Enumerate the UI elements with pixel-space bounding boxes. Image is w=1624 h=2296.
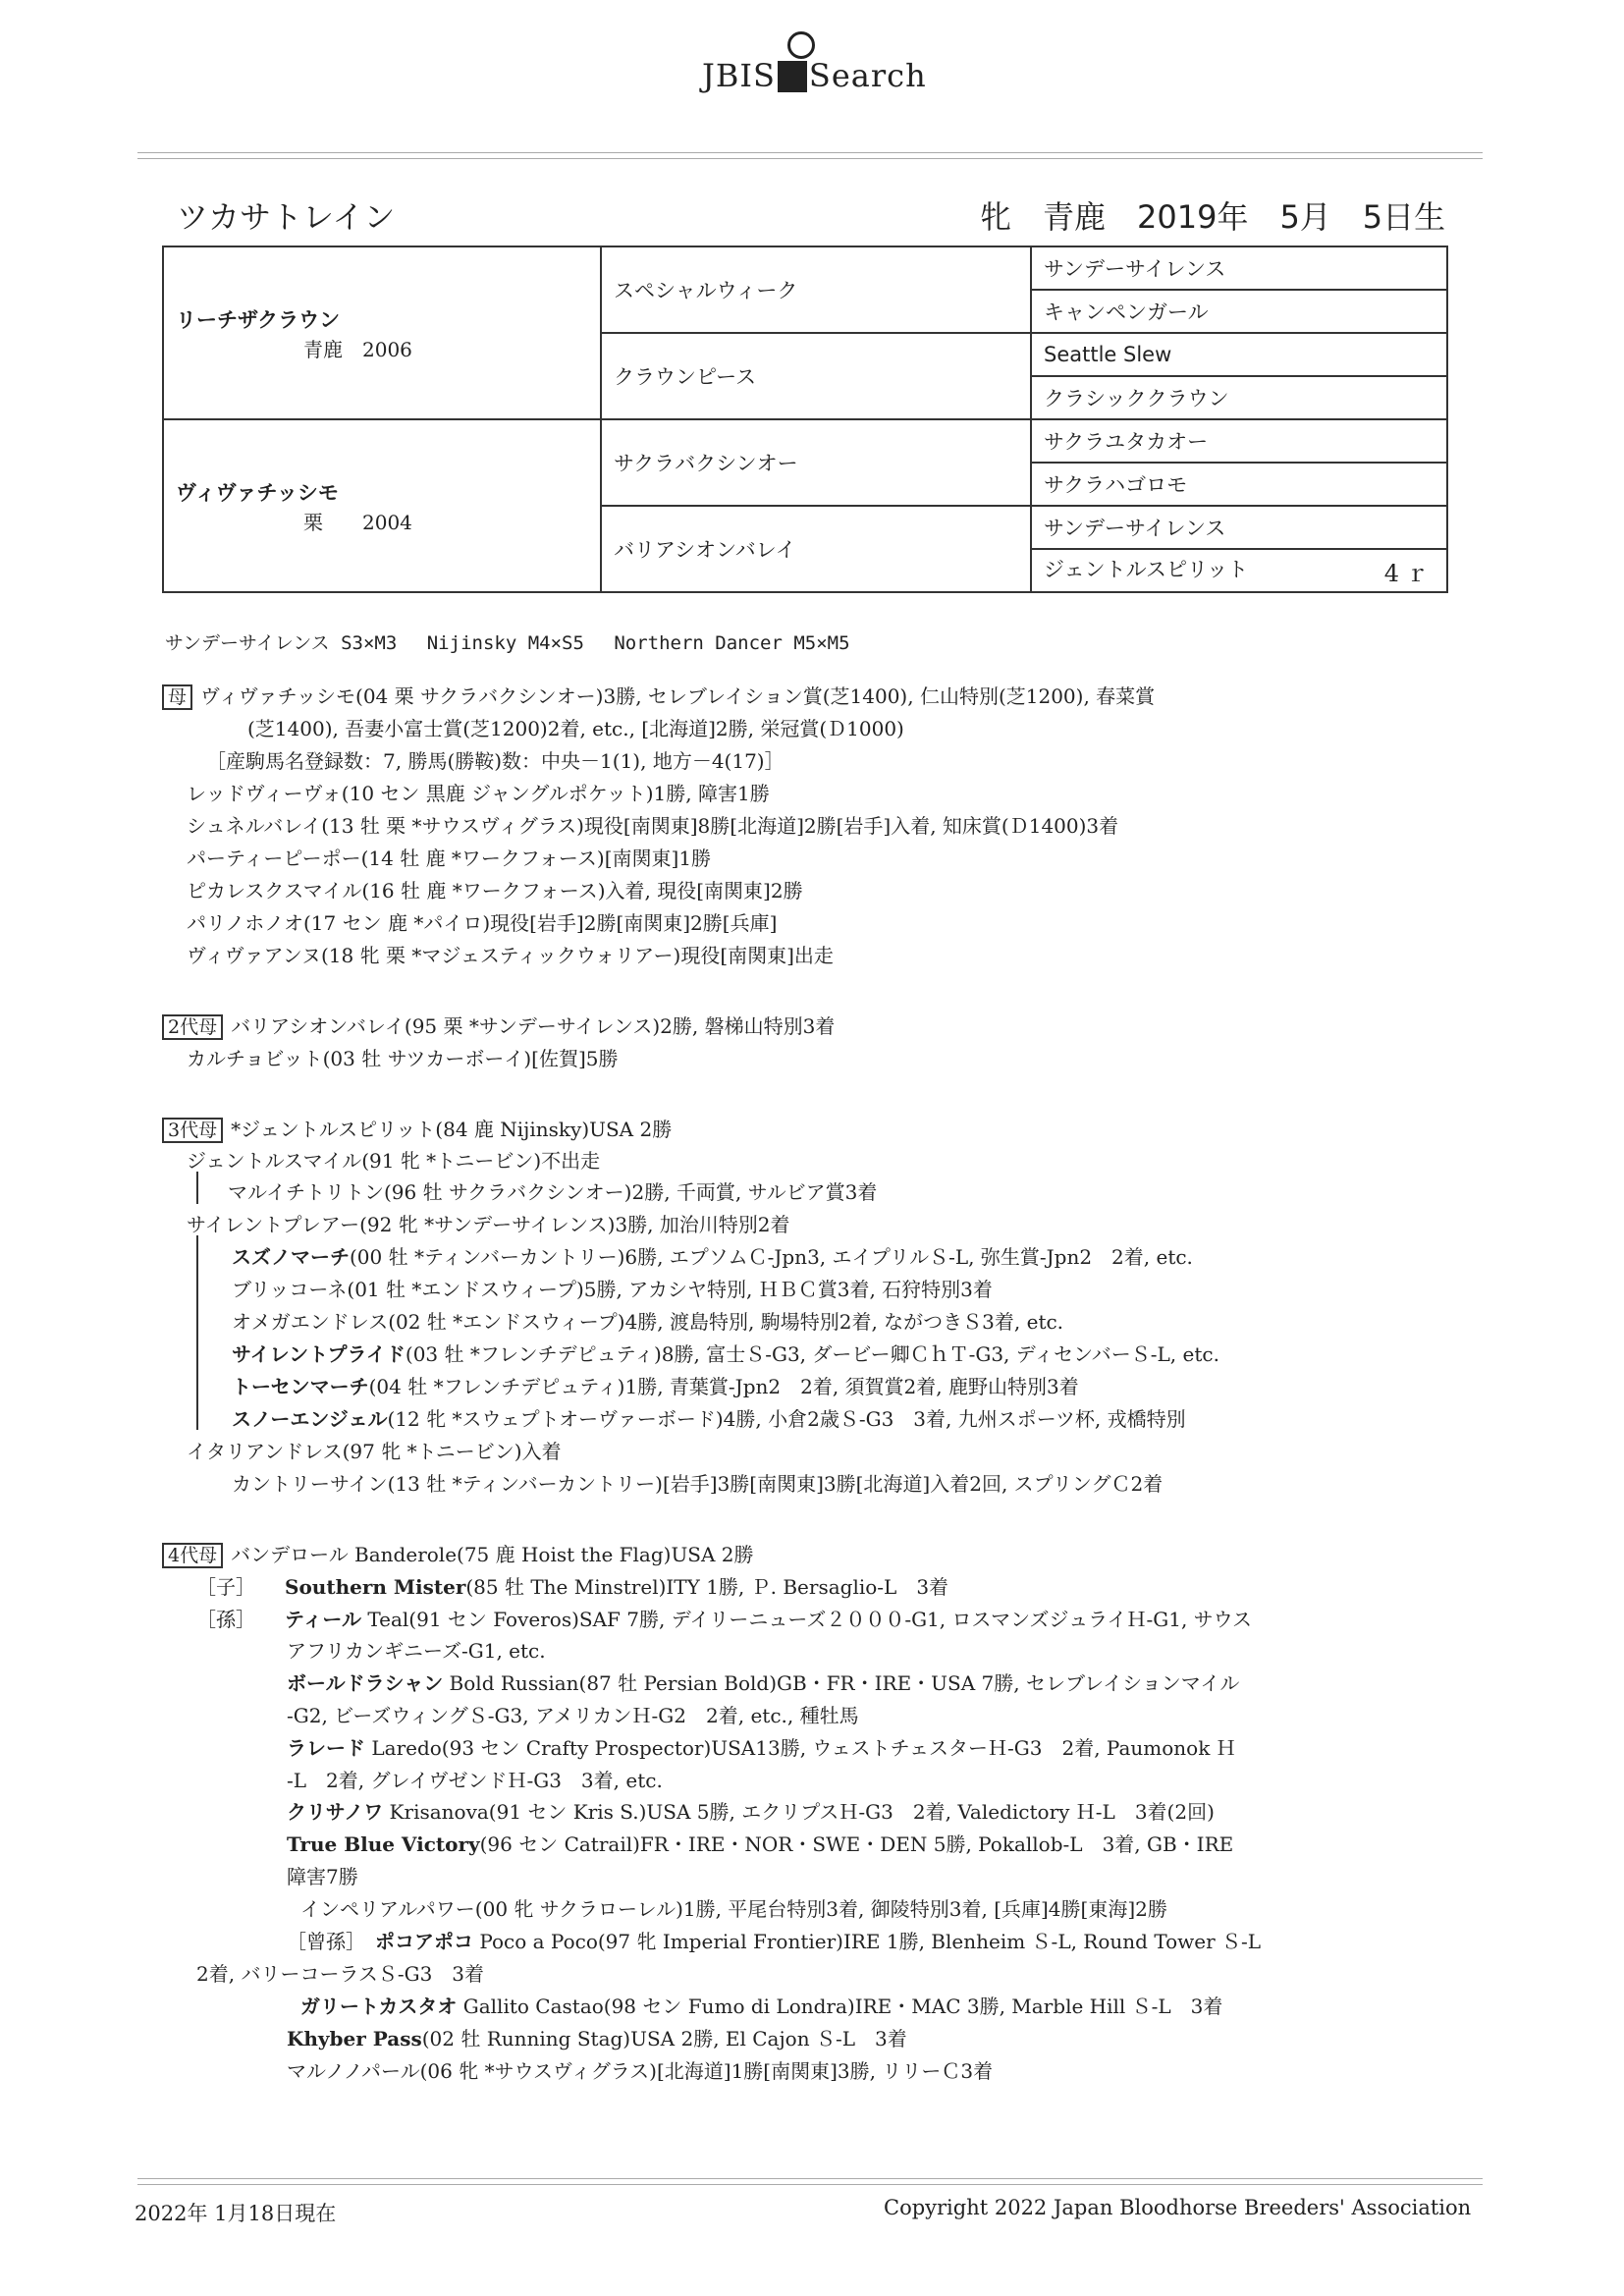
horse-logo-icon <box>778 61 807 92</box>
family-line <box>232 1241 1193 1270</box>
record-text: *ジェントルスピリット(84 鹿 Nijinsky)USA 2勝 <box>231 1118 673 1141</box>
record-text: アフリカンギニーズ-G1, etc. <box>287 1639 546 1663</box>
family-line <box>287 1926 1261 1954</box>
family-line <box>196 1571 948 1600</box>
family-line <box>287 2055 993 2084</box>
family-line <box>187 907 777 936</box>
record-text: Bold Russian(87 牡 Persian Bold)GB・FR・IRE・USA 7勝, セレブレイションマイル <box>443 1671 1240 1695</box>
tree-bar <box>196 1172 198 1204</box>
tree-bar <box>196 1235 198 1430</box>
record-text: 2着, バリーコーラスＳ-G3 3着 <box>196 1962 485 1986</box>
pedigree-table <box>162 246 1448 593</box>
horse-name-bold: Khyber Pass <box>287 2027 422 2050</box>
g3-7: サンデーサイレンス <box>1031 506 1447 549</box>
record-text: Laredo(93 セン Crafty Prospector)USA13勝, ウェストチェスターＨ-G3 2着, Paumonok Ｈ <box>365 1736 1236 1760</box>
generation-tag: 3代母 <box>162 1118 223 1143</box>
family-line <box>232 1371 1079 1399</box>
horse-name-bold: スノーエンジェル <box>232 1407 388 1431</box>
record-text: (13 牡 栗 *サウスヴィグラス)現役[南関東]8勝[北海道]2勝[岩手]入着, 知床賞(Ｄ1400)3着 <box>321 814 1119 838</box>
family-line <box>287 1667 1239 1696</box>
record-text: ヴィヴァチッシモ <box>200 684 356 708</box>
record-text: (02 牡 Running Stag)USA 2勝, El Cajon Ｓ-L 3着 <box>421 2027 907 2050</box>
record-text: (85 牡 The Minstrel)ITY 1勝, Ｐ. Bersaglio-L 3着 <box>465 1575 949 1599</box>
record-text: カントリーサイン(13 牡 *ティンバーカントリー)[岩手]3勝[南関東]3勝[北海道]入着2回, スプリングＣ2着 <box>232 1472 1164 1496</box>
record-text: ヴィヴァアンヌ(18 牝 栗 *マジェスティックウォリアー)現役[南関東]出走 <box>187 944 834 967</box>
record-text: Poco a Poco(97 牝 Imperial Frontier)IRE 1勝, Blenheim Ｓ-L, Round Tower Ｓ-L <box>473 1930 1262 1953</box>
footer-copyright: Copyright 2022 Japan Bloodhorse Breeders' Association <box>884 2196 1472 2219</box>
family-line <box>287 1700 859 1728</box>
g3-1: サンデーサイレンス <box>1031 246 1447 290</box>
g3-4: クラシッククラウン <box>1031 376 1447 419</box>
horse-name-bold: True Blue Victory <box>287 1832 480 1856</box>
family-line <box>187 940 834 968</box>
horse-name-bold: クリサノワ <box>287 1800 384 1824</box>
record-text: パリノホノオ(17 セン 鹿 *パイロ)現役[岩手]2勝[南関東]2勝[兵庫] <box>187 911 778 935</box>
family-line <box>232 1339 1219 1367</box>
record-text: シュネルバレイ <box>187 814 322 838</box>
family-number: 4ｒ <box>1383 559 1435 587</box>
sire-meta: 青鹿 2006 <box>303 337 412 361</box>
family-line <box>187 1145 600 1174</box>
record-text: 障害7勝 <box>287 1865 358 1888</box>
record-text: (12 牝 *スウェプトオーヴァーボード)4勝, 小倉2歳Ｓ-G3 3着, 九州スポーツ杯, 戎橋特別 <box>387 1407 1186 1431</box>
g3-8: ジェントルスピリット 4ｒ <box>1031 549 1447 592</box>
family-line <box>232 1274 993 1302</box>
record-text: ［産駒馬名登録数：7, 勝馬(勝鞍)数：中央－1(1), 地方－4(17)］ <box>206 749 785 773</box>
family-line <box>196 1604 1252 1632</box>
sire-dam: クラウンピース <box>601 333 1031 419</box>
dam-dam: バリアシオンバレイ <box>601 506 1031 592</box>
record-text: パーティーピーポー(14 牡 鹿 *ワークフォース)[南関東]1勝 <box>187 847 712 870</box>
family-line <box>232 1403 1186 1432</box>
family-line <box>287 1765 663 1793</box>
family-line <box>287 1635 546 1664</box>
record-text: (芝1400), 吾妻小富士賞(芝1200)2着, etc., [北海道]2勝, 栄冠賞(Ｄ1000) <box>247 717 904 740</box>
family-line <box>232 1306 1063 1335</box>
record-text: インペリアルパワー(00 牝 サクラローレル)1勝, 平尾台特別3着, 御陵特別3着, [兵庫]4勝[東海]2勝 <box>300 1897 1167 1921</box>
family-line <box>162 1114 672 1143</box>
generation-tag: 2代母 <box>162 1014 223 1040</box>
dam-name: ヴィヴァチッシモ <box>176 480 339 505</box>
record-text: レッドヴィーヴォ(10 セン 黒鹿 ジャングルポケット)1勝, 障害1勝 <box>187 782 770 805</box>
horse-name: ツカサトレイン <box>177 198 396 236</box>
relation-label: ［孫］ <box>196 1608 255 1631</box>
record-text: Gallito Castao(98 セン Fumo di Londra)IRE・MAC 3勝, Marble Hill Ｓ-L 3着 <box>457 1995 1223 2018</box>
horse-name-bold: ポコアポコ <box>375 1930 473 1953</box>
horse-name-bold: ラレード <box>287 1736 365 1760</box>
sire-sire: スペシャルウィーク <box>601 246 1031 333</box>
record-text: (00 牡 *ティンバーカントリー)6勝, エプソムＣ-Jpn3, エイプリルＳ-L, 弥生賞-Jpn2 2着, etc. <box>350 1245 1193 1269</box>
family-line <box>187 1436 562 1464</box>
sire-name: リーチザクラウン <box>176 307 341 332</box>
horse-info: 牝 青鹿 2019年 5月 5日生 <box>980 198 1446 236</box>
horse-name-bold: ガリートカスタオ <box>300 1995 458 2018</box>
family-line <box>162 1539 754 1568</box>
header-rule <box>137 152 1483 159</box>
horse-name-bold: スズノマーチ <box>232 1245 350 1269</box>
record-text: -G2, ビーズウィングＳ-G3, アメリカンＨ-G2 2着, etc., 種牡馬 <box>287 1704 859 1727</box>
family-line <box>187 810 1118 839</box>
horse-name-bold: サイレントプライド <box>232 1342 406 1366</box>
dam-sire: サクラバクシンオー <box>601 419 1031 506</box>
family-line <box>228 1176 877 1205</box>
record-text: マルノノパール(06 牝 *サウスヴィグラス)[北海道]1勝[南関東]3勝, リリーＣ3着 <box>287 2059 994 2083</box>
relation-label: ［子］ <box>196 1575 255 1599</box>
generation-tag: 母 <box>162 684 192 710</box>
sire-cell <box>163 246 601 419</box>
g3-3: Seattle Slew <box>1031 333 1447 376</box>
record-text: ピカレスクスマイル(16 牡 鹿 *ワークフォース)入着, 現役[南関東]2勝 <box>187 879 803 902</box>
g3-5: サクラユタカオー <box>1031 419 1447 463</box>
horse-name-bold: Southern Mister <box>285 1575 466 1599</box>
record-text: ジェントルスマイル(91 牝 *トニービン)不出走 <box>187 1149 601 1173</box>
record-text: カルチョビット(03 牡 サツカーボーイ)[佐賀]5勝 <box>187 1047 619 1070</box>
family-line <box>196 1958 484 1987</box>
family-line <box>247 713 904 741</box>
record-text: (04 牡 *フレンチデピュティ)1勝, 青葉賞-Jpn2 2着, 須賀賞2着, 鹿野山特別3着 <box>368 1375 1079 1398</box>
family-line <box>206 745 785 774</box>
family-line <box>187 1043 619 1071</box>
jbis-search-logo: JBIS Search <box>702 57 927 94</box>
family-line <box>300 1991 1222 2019</box>
record-text: (96 セン Catrail)FR・IRE・NOR・SWE・DEN 5勝, Pokallob-L 3着, GB・IRE <box>479 1832 1234 1856</box>
relation-label: ［曾孫］ <box>287 1930 365 1953</box>
family-line <box>187 1209 790 1237</box>
dam-meta: 栗 2004 <box>303 510 412 534</box>
family-line <box>162 681 1155 710</box>
record-text: (04 栗 サクラバクシンオー)3勝, セレブレイション賞(芝1400), 仁山特別(芝1200), 春菜賞 <box>355 684 1156 708</box>
family-line <box>232 1468 1163 1497</box>
footer-date: 2022年 1月18日現在 <box>135 2202 337 2225</box>
record-text: Teal(91 セン Foveros)SAF 7勝, デイリーニューズ２０００-G1, ロスマンズジュライＨ-G1, サウス <box>361 1608 1253 1631</box>
family-line <box>187 778 770 806</box>
family-line <box>287 1829 1233 1857</box>
record-text: (03 牡 *フレンチデピュティ)8勝, 富士Ｓ-G3, ダービー卿ＣｈＴ-G3, ディセンバーＳ-L, etc. <box>405 1342 1219 1366</box>
family-line <box>287 2023 907 2051</box>
inbreeding-line: サンデーサイレンス S3×M3 Nijinsky M4×S5 Northern Dancer M5×M5 <box>165 632 850 654</box>
horse-name-bold: ティール <box>285 1608 361 1631</box>
family-line <box>287 1732 1236 1761</box>
family-line <box>162 1011 835 1040</box>
horse-name-bold: トーセンマーチ <box>232 1375 369 1398</box>
record-text: バンデロール Banderole(75 鹿 Hoist the Flag)USA 2勝 <box>231 1543 754 1566</box>
g3-2: キャンペンガール <box>1031 290 1447 333</box>
horse-name-bold: ボールドラシャン <box>287 1671 444 1695</box>
record-text: ブリッコーネ(01 牡 *エンドスウィープ)5勝, アカシヤ特別, ＨＢＣ賞3着, 石狩特別3着 <box>232 1278 993 1301</box>
record-text: イタリアンドレス(97 牝 *トニービン)入着 <box>187 1440 562 1463</box>
family-line <box>187 875 803 903</box>
record-text: マルイチトリトン(96 牡 サクラバクシンオー)2勝, 千両賞, サルビア賞3着 <box>228 1180 878 1204</box>
record-text: サイレントプレアー(92 牝 *サンデーサイレンス)3勝, 加治川特別2着 <box>187 1213 790 1236</box>
record-text: オメガエンドレス(02 牡 *エンドスウィープ)4勝, 渡島特別, 駒場特別2着, ながつきＳ3着, etc. <box>232 1310 1064 1334</box>
family-line <box>300 1893 1167 1922</box>
generation-tag: 4代母 <box>162 1543 223 1568</box>
dam-cell <box>163 419 601 592</box>
g3-6: サクラハゴロモ <box>1031 463 1447 506</box>
family-line <box>287 1796 1215 1825</box>
record-text: Krisanova(91 セン Kris S.)USA 5勝, エクリプスＨ-G3 2着, Valedictory Ｈ-L 3着(2回) <box>383 1800 1215 1824</box>
family-line <box>287 1861 358 1889</box>
record-text: バリアシオンバレイ(95 栗 *サンデーサイレンス)2勝, 磐梯山特別3着 <box>231 1014 836 1038</box>
family-line <box>187 843 711 871</box>
record-text: -L 2着, グレイヴゼンドＨ-G3 3着, etc. <box>287 1769 663 1792</box>
footer-rule <box>137 2178 1483 2185</box>
